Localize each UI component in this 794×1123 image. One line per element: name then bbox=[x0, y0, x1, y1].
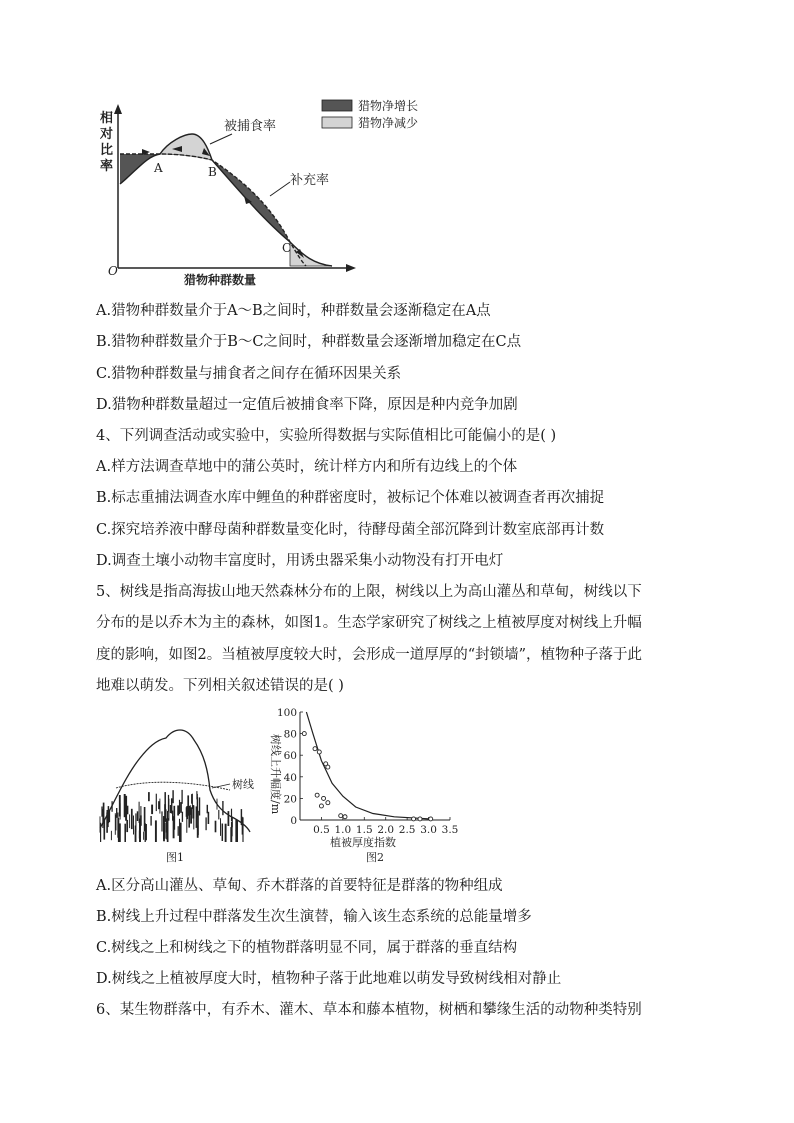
q4-option-d: D.调查土壤小动物丰富度时，用诱虫器采集小动物没有打开电灯 bbox=[96, 553, 504, 569]
fig1-legend-gain-label: 猎物净增长 bbox=[358, 99, 419, 113]
vegetation-thickness-chart bbox=[262, 704, 462, 868]
fig1-supply-pointer bbox=[270, 182, 290, 196]
fig1-supply-label: 补充率 bbox=[290, 173, 330, 188]
chart2-y-tick-label: 60 bbox=[283, 750, 297, 763]
chart2-point bbox=[326, 765, 330, 769]
chart2-point bbox=[326, 801, 330, 805]
q6-stem: 6、某生物群落中，有乔木、灌木、草本和藤本植物，树栖和攀缘生活的动物种类特别 bbox=[96, 1002, 642, 1018]
chart2-y-tick-label: 80 bbox=[283, 728, 297, 741]
fig1-loss-region-bottom bbox=[290, 242, 332, 266]
q5-stem-line-4: 地难以萌发。下列相关叙述错误的是( ) bbox=[96, 678, 344, 694]
forest-texture bbox=[100, 790, 243, 842]
fig1-gain-region-mid bbox=[212, 160, 290, 242]
fig1-origin: O bbox=[108, 264, 118, 278]
q5-option-a: A.区分高山灌丛、草甸、乔木群落的首要特征是群落的物种组成 bbox=[96, 878, 503, 894]
chart2-x-tick-label: 2.5 bbox=[398, 824, 416, 836]
q3-option-d: D.猎物种群数量超过一定值后被捕食率下降，原因是种内竞争加剧 bbox=[96, 397, 518, 413]
fig1-point-c: C bbox=[282, 241, 292, 255]
chart2-x-tick-label: 3.0 bbox=[420, 824, 437, 836]
chart2-point bbox=[313, 747, 317, 751]
chart2-point bbox=[343, 815, 347, 819]
chart2-point bbox=[339, 814, 343, 818]
q4-option-b: B.标志重捕法调查水库中鲤鱼的种群密度时，被标记个体难以被调查者再次捕捉 bbox=[96, 490, 605, 506]
chart2-point bbox=[302, 732, 306, 736]
chart2-xlabel: 植被厚度指数 bbox=[330, 836, 396, 849]
fig1-legend-loss-label: 猎物净减少 bbox=[358, 116, 419, 130]
chart2-ylabel: 树线上升幅度/m bbox=[269, 734, 282, 815]
fig1-ylabel-char-2: 比 bbox=[100, 143, 114, 158]
q4-option-a: A.样方法调查草地中的蒲公英时，统计样方内和所有边线上的个体 bbox=[96, 459, 518, 475]
fig1-ylabel-char-0: 相 bbox=[100, 111, 114, 126]
q3-option-c: C.猎物种群数量与捕食者之间存在循环因果关系 bbox=[96, 366, 402, 382]
chart2-y-tick-label: 40 bbox=[283, 771, 297, 784]
treeline-label: 树线 bbox=[232, 778, 254, 791]
predation-supply-figure bbox=[92, 92, 442, 287]
fig1-ylabel-char-1: 对 bbox=[100, 127, 114, 142]
fig1-predation-label: 被捕食率 bbox=[224, 119, 277, 134]
chart2-x-tick-label: 0.5 bbox=[313, 824, 330, 836]
treeline-pointer bbox=[212, 784, 230, 788]
q5-option-b: B.树线上升过程中群落发生次生演替，输入该生态系统的总能量增多 bbox=[96, 909, 532, 925]
q3-option-b: B.猎物种群数量介于B～C之间时，种群数量会逐渐增加稳定在C点 bbox=[96, 334, 522, 350]
chart2-x-tick-label: 3.5 bbox=[441, 824, 459, 836]
fig1-legend-loss-swatch bbox=[322, 117, 352, 128]
chart2-x-tick-label: 2.0 bbox=[377, 824, 395, 836]
chart2-point bbox=[418, 817, 422, 821]
fig1-point-a: A bbox=[154, 161, 163, 175]
chart2-y-tick-label: 0 bbox=[290, 815, 297, 827]
treeline-curve bbox=[116, 782, 230, 790]
q5-option-c: C.树线之上和树线之下的植物群落明显不同，属于群落的垂直结构 bbox=[96, 940, 518, 956]
fig1-point-b: B bbox=[208, 165, 217, 179]
chart2-point bbox=[315, 793, 319, 797]
q3-option-a: A.猎物种群数量介于A～B之间时，种群数量会逐渐稳定在A点 bbox=[96, 303, 491, 319]
chart2-point bbox=[319, 804, 323, 808]
chart2-caption: 图2 bbox=[366, 851, 384, 864]
q5-stem-line-1: 5、树线是指高海拔山地天然森林分布的上限，树线以上为高山灌丛和草甸，树线以下 bbox=[96, 584, 642, 600]
q4-stem: 4、下列调查活动或实验中，实验所得数据与实际值相比可能偏小的是( ) bbox=[96, 428, 557, 444]
treeline-mountain-figure bbox=[94, 718, 264, 868]
fig1-ylabel-char-3: 率 bbox=[100, 159, 114, 174]
fig1-y-arrow bbox=[114, 104, 122, 114]
q4-option-c: C.探究培养液中酵母菌种群数量变化时，待酵母菌全部沉降到计数室底部再计数 bbox=[96, 522, 605, 538]
fig1-caption: 图1 bbox=[166, 851, 184, 864]
q5-stem-line-3: 度的影响，如图2。当植被厚度较大时，会形成一道厚厚的“封锁墙”，植物种子落于此 bbox=[96, 647, 643, 663]
chart2-point bbox=[412, 817, 416, 821]
fig1-predation-pointer bbox=[210, 134, 232, 144]
fig1-legend-gain-swatch bbox=[322, 100, 352, 111]
chart2-point bbox=[429, 817, 433, 821]
chart2-point bbox=[322, 796, 326, 800]
q5-stem-line-2: 分布的是以乔木为主的森林，如图1。生态学家研究了树线之上植被厚度对树线上升幅 bbox=[96, 615, 642, 631]
chart2-plot bbox=[277, 707, 458, 836]
chart2-y-tick-label: 20 bbox=[283, 793, 297, 806]
chart2-y-tick-label: 100 bbox=[276, 707, 297, 719]
chart2-x-tick-label: 1.0 bbox=[334, 824, 352, 836]
q5-option-d: D.树线之上植被厚度大时，植物种子落于此地难以萌发导致树线相对静止 bbox=[96, 971, 562, 987]
chart2-point bbox=[317, 750, 321, 754]
fig1-xlabel: 猎物种群数量 bbox=[184, 273, 257, 287]
fig1-x-arrow bbox=[346, 264, 356, 272]
chart2-x-tick-label: 1.5 bbox=[355, 824, 373, 836]
